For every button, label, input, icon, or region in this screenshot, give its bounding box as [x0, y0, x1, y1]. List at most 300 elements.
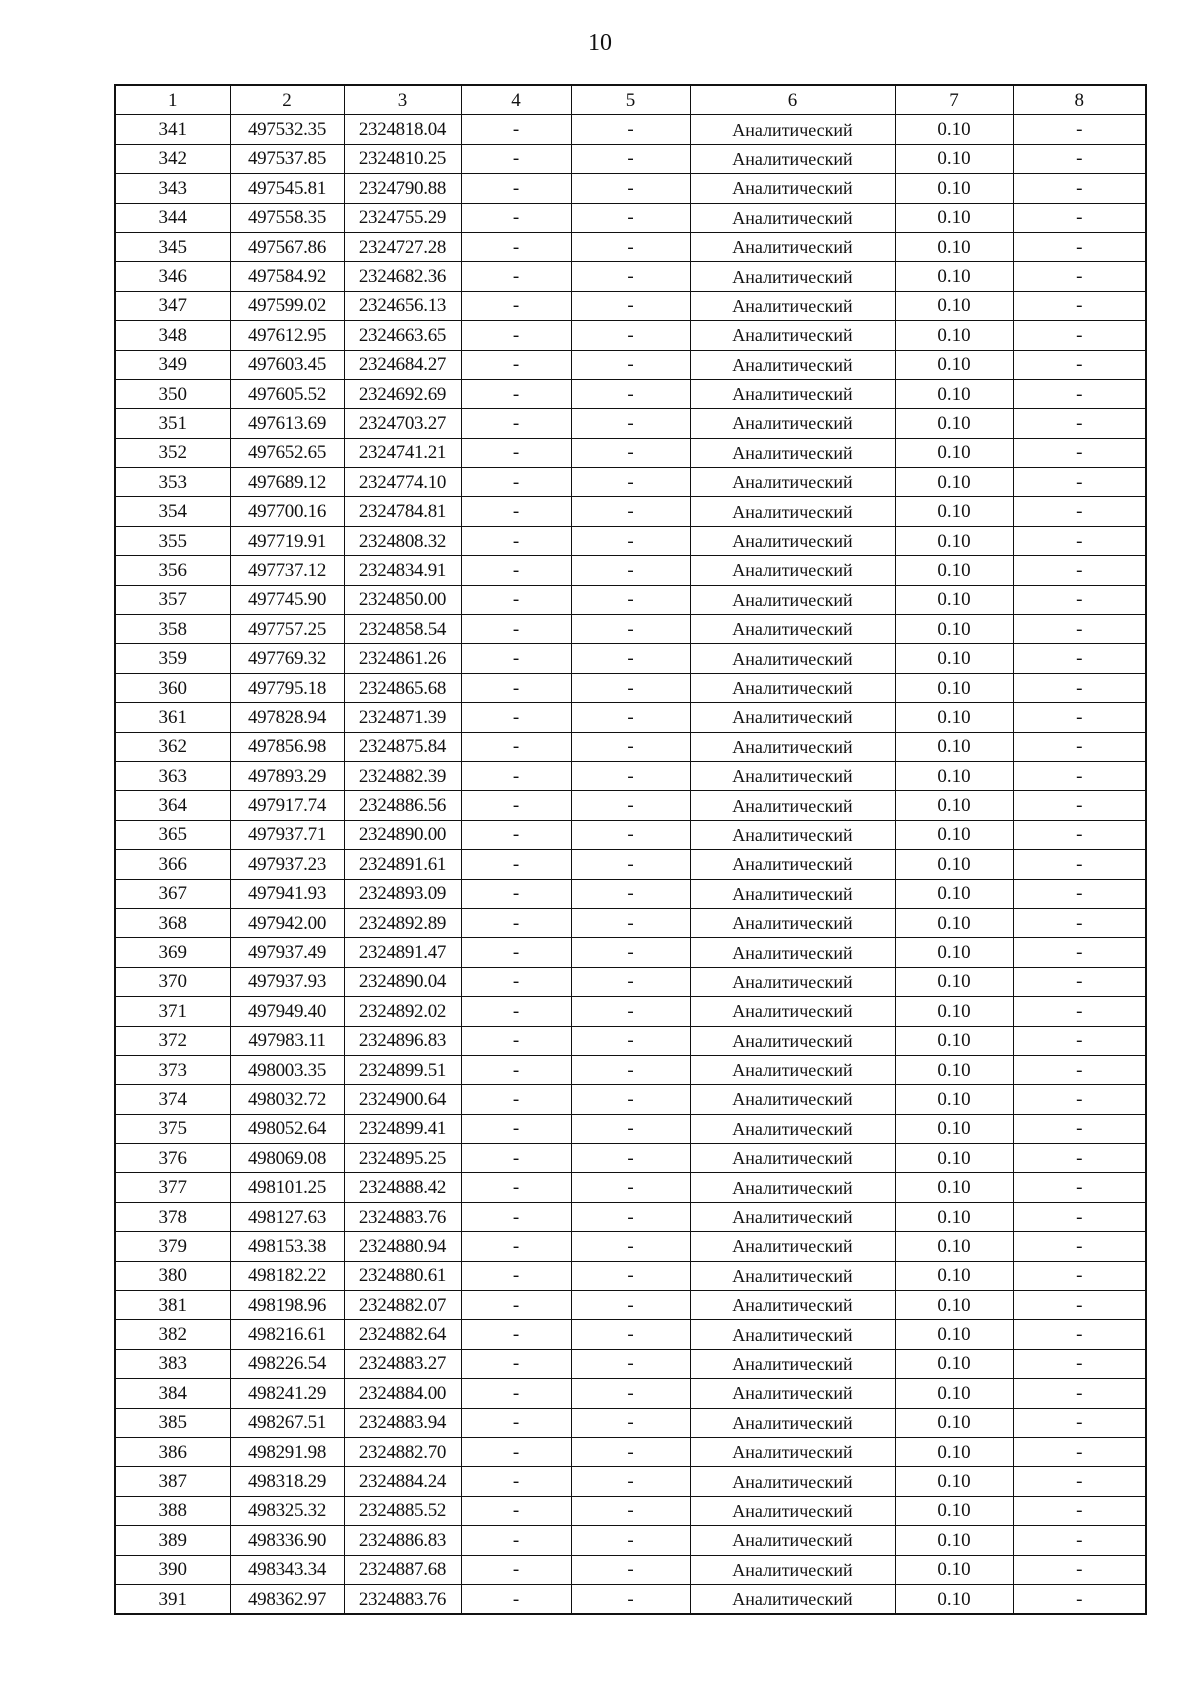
- header-cell-5: 5: [571, 85, 690, 115]
- x-coordinate-cell: 497558.35: [230, 203, 344, 232]
- table-row: [115, 1379, 1146, 1408]
- point-number-cell: 388: [115, 1496, 230, 1525]
- table-row: [115, 1349, 1146, 1378]
- accuracy-cell: 0.10: [895, 644, 1013, 673]
- method-cell: Аналитический: [690, 615, 895, 644]
- col-4-value-cell: -: [461, 409, 571, 438]
- table-row: [115, 1114, 1146, 1143]
- point-number-cell: 348: [115, 321, 230, 350]
- method-cell: Аналитический: [690, 703, 895, 732]
- x-coordinate-cell: 498198.96: [230, 1291, 344, 1320]
- accuracy-cell: 0.10: [895, 967, 1013, 996]
- col-4-value-cell: -: [461, 1437, 571, 1466]
- method-cell: Аналитический: [690, 1261, 895, 1290]
- x-coordinate-cell: 498291.98: [230, 1437, 344, 1466]
- table-row: [115, 673, 1146, 702]
- accuracy-cell: 0.10: [895, 1437, 1013, 1466]
- col-4-value-cell: -: [461, 732, 571, 761]
- col-8-value-cell: -: [1013, 379, 1146, 408]
- accuracy-cell: 0.10: [895, 938, 1013, 967]
- point-number-cell: 347: [115, 291, 230, 320]
- method-cell: Аналитический: [690, 409, 895, 438]
- method-cell: Аналитический: [690, 1202, 895, 1231]
- point-number-cell: 343: [115, 174, 230, 203]
- col-8-value-cell: -: [1013, 1467, 1146, 1496]
- table-row: [115, 1261, 1146, 1290]
- accuracy-cell: 0.10: [895, 1291, 1013, 1320]
- x-coordinate-cell: 497917.74: [230, 791, 344, 820]
- y-coordinate-cell: 2324899.41: [344, 1114, 461, 1143]
- col-4-value-cell: -: [461, 820, 571, 849]
- method-cell: Аналитический: [690, 115, 895, 144]
- y-coordinate-cell: 2324684.27: [344, 350, 461, 379]
- table-row: [115, 468, 1146, 497]
- accuracy-cell: 0.10: [895, 379, 1013, 408]
- x-coordinate-cell: 497795.18: [230, 673, 344, 702]
- col-4-value-cell: -: [461, 232, 571, 261]
- y-coordinate-cell: 2324727.28: [344, 232, 461, 261]
- method-cell: Аналитический: [690, 1144, 895, 1173]
- method-cell: Аналитический: [690, 468, 895, 497]
- point-number-cell: 345: [115, 232, 230, 261]
- col-4-value-cell: -: [461, 1408, 571, 1437]
- x-coordinate-cell: 497605.52: [230, 379, 344, 408]
- x-coordinate-cell: 497949.40: [230, 997, 344, 1026]
- accuracy-cell: 0.10: [895, 350, 1013, 379]
- accuracy-cell: 0.10: [895, 262, 1013, 291]
- y-coordinate-cell: 2324656.13: [344, 291, 461, 320]
- point-number-cell: 384: [115, 1379, 230, 1408]
- y-coordinate-cell: 2324896.83: [344, 1026, 461, 1055]
- col-5-value-cell: -: [571, 1584, 690, 1614]
- col-8-value-cell: -: [1013, 1026, 1146, 1055]
- header-cell-8: 8: [1013, 85, 1146, 115]
- y-coordinate-cell: 2324899.51: [344, 1055, 461, 1084]
- col-4-value-cell: -: [461, 673, 571, 702]
- col-5-value-cell: -: [571, 1379, 690, 1408]
- col-8-value-cell: -: [1013, 850, 1146, 879]
- accuracy-cell: 0.10: [895, 497, 1013, 526]
- col-8-value-cell: -: [1013, 938, 1146, 967]
- point-number-cell: 381: [115, 1291, 230, 1320]
- table-row: [115, 232, 1146, 261]
- point-number-cell: 349: [115, 350, 230, 379]
- y-coordinate-cell: 2324882.07: [344, 1291, 461, 1320]
- method-cell: Аналитический: [690, 1555, 895, 1584]
- table-row: [115, 1437, 1146, 1466]
- x-coordinate-cell: 497700.16: [230, 497, 344, 526]
- x-coordinate-cell: 497745.90: [230, 585, 344, 614]
- col-5-value-cell: -: [571, 761, 690, 790]
- y-coordinate-cell: 2324891.61: [344, 850, 461, 879]
- method-cell: Аналитический: [690, 997, 895, 1026]
- y-coordinate-cell: 2324865.68: [344, 673, 461, 702]
- method-cell: Аналитический: [690, 1349, 895, 1378]
- col-4-value-cell: -: [461, 262, 571, 291]
- col-5-value-cell: -: [571, 468, 690, 497]
- table-row: [115, 1496, 1146, 1525]
- point-number-cell: 390: [115, 1555, 230, 1584]
- col-4-value-cell: -: [461, 291, 571, 320]
- y-coordinate-cell: 2324892.02: [344, 997, 461, 1026]
- table-row: [115, 732, 1146, 761]
- table-row: [115, 1320, 1146, 1349]
- table-row: [115, 174, 1146, 203]
- y-coordinate-cell: 2324871.39: [344, 703, 461, 732]
- y-coordinate-cell: 2324858.54: [344, 615, 461, 644]
- table-row: [115, 703, 1146, 732]
- method-cell: Аналитический: [690, 1055, 895, 1084]
- method-cell: Аналитический: [690, 1496, 895, 1525]
- col-4-value-cell: -: [461, 1291, 571, 1320]
- point-number-cell: 386: [115, 1437, 230, 1466]
- col-5-value-cell: -: [571, 203, 690, 232]
- col-8-value-cell: -: [1013, 350, 1146, 379]
- col-5-value-cell: -: [571, 232, 690, 261]
- col-4-value-cell: -: [461, 1026, 571, 1055]
- method-cell: Аналитический: [690, 1408, 895, 1437]
- col-5-value-cell: -: [571, 1232, 690, 1261]
- point-number-cell: 373: [115, 1055, 230, 1084]
- x-coordinate-cell: 498032.72: [230, 1085, 344, 1114]
- col-4-value-cell: -: [461, 144, 571, 173]
- point-number-cell: 346: [115, 262, 230, 291]
- col-5-value-cell: -: [571, 1055, 690, 1084]
- method-cell: Аналитический: [690, 291, 895, 320]
- y-coordinate-cell: 2324895.25: [344, 1144, 461, 1173]
- col-8-value-cell: -: [1013, 1261, 1146, 1290]
- col-8-value-cell: -: [1013, 1408, 1146, 1437]
- col-5-value-cell: -: [571, 409, 690, 438]
- x-coordinate-cell: 497937.23: [230, 850, 344, 879]
- col-5-value-cell: -: [571, 908, 690, 937]
- col-8-value-cell: -: [1013, 791, 1146, 820]
- col-8-value-cell: -: [1013, 879, 1146, 908]
- point-number-cell: 360: [115, 673, 230, 702]
- y-coordinate-cell: 2324808.32: [344, 526, 461, 555]
- x-coordinate-cell: 497737.12: [230, 556, 344, 585]
- y-coordinate-cell: 2324883.76: [344, 1202, 461, 1231]
- col-5-value-cell: -: [571, 1085, 690, 1114]
- table-row: [115, 556, 1146, 585]
- y-coordinate-cell: 2324861.26: [344, 644, 461, 673]
- accuracy-cell: 0.10: [895, 1085, 1013, 1114]
- x-coordinate-cell: 497942.00: [230, 908, 344, 937]
- accuracy-cell: 0.10: [895, 879, 1013, 908]
- col-5-value-cell: -: [571, 1408, 690, 1437]
- col-5-value-cell: -: [571, 997, 690, 1026]
- y-coordinate-cell: 2324682.36: [344, 262, 461, 291]
- method-cell: Аналитический: [690, 1291, 895, 1320]
- col-8-value-cell: -: [1013, 1144, 1146, 1173]
- y-coordinate-cell: 2324886.83: [344, 1526, 461, 1555]
- point-number-cell: 352: [115, 438, 230, 467]
- col-5-value-cell: -: [571, 1437, 690, 1466]
- table-row: [115, 291, 1146, 320]
- col-4-value-cell: -: [461, 997, 571, 1026]
- accuracy-cell: 0.10: [895, 732, 1013, 761]
- x-coordinate-cell: 498069.08: [230, 1144, 344, 1173]
- point-number-cell: 342: [115, 144, 230, 173]
- col-5-value-cell: -: [571, 732, 690, 761]
- method-cell: Аналитический: [690, 321, 895, 350]
- header-cell-2: 2: [230, 85, 344, 115]
- method-cell: Аналитический: [690, 908, 895, 937]
- point-number-cell: 341: [115, 115, 230, 144]
- y-coordinate-cell: 2324703.27: [344, 409, 461, 438]
- table-row: [115, 997, 1146, 1026]
- x-coordinate-cell: 497719.91: [230, 526, 344, 555]
- table-row: [115, 262, 1146, 291]
- col-8-value-cell: -: [1013, 1202, 1146, 1231]
- accuracy-cell: 0.10: [895, 615, 1013, 644]
- x-coordinate-cell: 497828.94: [230, 703, 344, 732]
- col-8-value-cell: -: [1013, 673, 1146, 702]
- accuracy-cell: 0.10: [895, 468, 1013, 497]
- x-coordinate-cell: 498052.64: [230, 1114, 344, 1143]
- col-5-value-cell: -: [571, 1555, 690, 1584]
- col-5-value-cell: -: [571, 556, 690, 585]
- col-4-value-cell: -: [461, 585, 571, 614]
- table-row: [115, 1526, 1146, 1555]
- accuracy-cell: 0.10: [895, 1232, 1013, 1261]
- col-4-value-cell: -: [461, 379, 571, 408]
- table-row: [115, 1467, 1146, 1496]
- accuracy-cell: 0.10: [895, 908, 1013, 937]
- accuracy-cell: 0.10: [895, 1173, 1013, 1202]
- col-5-value-cell: -: [571, 644, 690, 673]
- col-8-value-cell: -: [1013, 1496, 1146, 1525]
- col-4-value-cell: -: [461, 1202, 571, 1231]
- table-row: [115, 1291, 1146, 1320]
- y-coordinate-cell: 2324810.25: [344, 144, 461, 173]
- col-8-value-cell: -: [1013, 232, 1146, 261]
- y-coordinate-cell: 2324882.39: [344, 761, 461, 790]
- table-row: [115, 379, 1146, 408]
- col-8-value-cell: -: [1013, 115, 1146, 144]
- y-coordinate-cell: 2324818.04: [344, 115, 461, 144]
- accuracy-cell: 0.10: [895, 850, 1013, 879]
- col-5-value-cell: -: [571, 1467, 690, 1496]
- accuracy-cell: 0.10: [895, 1349, 1013, 1378]
- col-5-value-cell: -: [571, 1320, 690, 1349]
- table-row: [115, 203, 1146, 232]
- x-coordinate-cell: 497603.45: [230, 350, 344, 379]
- header-cell-1: 1: [115, 85, 230, 115]
- y-coordinate-cell: 2324784.81: [344, 497, 461, 526]
- method-cell: Аналитический: [690, 791, 895, 820]
- col-4-value-cell: -: [461, 1261, 571, 1290]
- col-4-value-cell: -: [461, 321, 571, 350]
- x-coordinate-cell: 497769.32: [230, 644, 344, 673]
- y-coordinate-cell: 2324882.70: [344, 1437, 461, 1466]
- col-8-value-cell: -: [1013, 1055, 1146, 1084]
- col-8-value-cell: -: [1013, 732, 1146, 761]
- accuracy-cell: 0.10: [895, 585, 1013, 614]
- accuracy-cell: 0.10: [895, 526, 1013, 555]
- page-number: 10: [588, 30, 612, 56]
- table-row: [115, 615, 1146, 644]
- col-8-value-cell: -: [1013, 1320, 1146, 1349]
- point-number-cell: 371: [115, 997, 230, 1026]
- method-cell: Аналитический: [690, 1232, 895, 1261]
- col-4-value-cell: -: [461, 1555, 571, 1584]
- col-5-value-cell: -: [571, 1526, 690, 1555]
- col-4-value-cell: -: [461, 203, 571, 232]
- point-number-cell: 389: [115, 1526, 230, 1555]
- method-cell: Аналитический: [690, 556, 895, 585]
- method-cell: Аналитический: [690, 526, 895, 555]
- x-coordinate-cell: 497612.95: [230, 321, 344, 350]
- accuracy-cell: 0.10: [895, 409, 1013, 438]
- y-coordinate-cell: 2324892.89: [344, 908, 461, 937]
- col-4-value-cell: -: [461, 438, 571, 467]
- accuracy-cell: 0.10: [895, 203, 1013, 232]
- accuracy-cell: 0.10: [895, 1261, 1013, 1290]
- y-coordinate-cell: 2324887.68: [344, 1555, 461, 1584]
- point-number-cell: 382: [115, 1320, 230, 1349]
- col-4-value-cell: -: [461, 556, 571, 585]
- y-coordinate-cell: 2324900.64: [344, 1085, 461, 1114]
- y-coordinate-cell: 2324663.65: [344, 321, 461, 350]
- col-4-value-cell: -: [461, 1144, 571, 1173]
- method-cell: Аналитический: [690, 967, 895, 996]
- col-5-value-cell: -: [571, 615, 690, 644]
- method-cell: Аналитический: [690, 1320, 895, 1349]
- y-coordinate-cell: 2324880.61: [344, 1261, 461, 1290]
- x-coordinate-cell: 497757.25: [230, 615, 344, 644]
- method-cell: Аналитический: [690, 1173, 895, 1202]
- col-8-value-cell: -: [1013, 1526, 1146, 1555]
- x-coordinate-cell: 497537.85: [230, 144, 344, 173]
- method-cell: Аналитический: [690, 673, 895, 702]
- x-coordinate-cell: 497937.93: [230, 967, 344, 996]
- y-coordinate-cell: 2324692.69: [344, 379, 461, 408]
- point-number-cell: 363: [115, 761, 230, 790]
- method-cell: Аналитический: [690, 1467, 895, 1496]
- col-5-value-cell: -: [571, 1202, 690, 1231]
- col-5-value-cell: -: [571, 262, 690, 291]
- table-row: [115, 438, 1146, 467]
- y-coordinate-cell: 2324875.84: [344, 732, 461, 761]
- col-8-value-cell: -: [1013, 174, 1146, 203]
- point-number-cell: 365: [115, 820, 230, 849]
- y-coordinate-cell: 2324888.42: [344, 1173, 461, 1202]
- col-4-value-cell: -: [461, 468, 571, 497]
- col-8-value-cell: -: [1013, 1555, 1146, 1584]
- point-number-cell: 391: [115, 1584, 230, 1614]
- x-coordinate-cell: 498153.38: [230, 1232, 344, 1261]
- table-row: [115, 1584, 1146, 1614]
- col-5-value-cell: -: [571, 850, 690, 879]
- col-4-value-cell: -: [461, 174, 571, 203]
- y-coordinate-cell: 2324755.29: [344, 203, 461, 232]
- col-5-value-cell: -: [571, 1026, 690, 1055]
- col-5-value-cell: -: [571, 321, 690, 350]
- x-coordinate-cell: 497983.11: [230, 1026, 344, 1055]
- col-5-value-cell: -: [571, 879, 690, 908]
- col-8-value-cell: -: [1013, 497, 1146, 526]
- col-5-value-cell: -: [571, 1114, 690, 1143]
- method-cell: Аналитический: [690, 232, 895, 261]
- table-row: [115, 497, 1146, 526]
- method-cell: Аналитический: [690, 1026, 895, 1055]
- x-coordinate-cell: 498127.63: [230, 1202, 344, 1231]
- table-row: [115, 1144, 1146, 1173]
- accuracy-cell: 0.10: [895, 1114, 1013, 1143]
- point-number-cell: 353: [115, 468, 230, 497]
- point-number-cell: 357: [115, 585, 230, 614]
- table-row: [115, 144, 1146, 173]
- col-8-value-cell: -: [1013, 203, 1146, 232]
- col-4-value-cell: -: [461, 879, 571, 908]
- point-number-cell: 368: [115, 908, 230, 937]
- accuracy-cell: 0.10: [895, 1584, 1013, 1614]
- col-4-value-cell: -: [461, 1055, 571, 1084]
- method-cell: Аналитический: [690, 585, 895, 614]
- col-8-value-cell: -: [1013, 644, 1146, 673]
- point-number-cell: 370: [115, 967, 230, 996]
- method-cell: Аналитический: [690, 879, 895, 908]
- col-4-value-cell: -: [461, 938, 571, 967]
- col-4-value-cell: -: [461, 850, 571, 879]
- point-number-cell: 355: [115, 526, 230, 555]
- accuracy-cell: 0.10: [895, 997, 1013, 1026]
- x-coordinate-cell: 498318.29: [230, 1467, 344, 1496]
- y-coordinate-cell: 2324890.00: [344, 820, 461, 849]
- method-cell: Аналитический: [690, 350, 895, 379]
- table-row: [115, 526, 1146, 555]
- x-coordinate-cell: 497584.92: [230, 262, 344, 291]
- accuracy-cell: 0.10: [895, 1055, 1013, 1084]
- method-cell: Аналитический: [690, 850, 895, 879]
- col-5-value-cell: -: [571, 115, 690, 144]
- point-number-cell: 376: [115, 1144, 230, 1173]
- x-coordinate-cell: 498101.25: [230, 1173, 344, 1202]
- col-5-value-cell: -: [571, 820, 690, 849]
- point-number-cell: 359: [115, 644, 230, 673]
- coordinates-table: [114, 84, 1147, 1615]
- col-8-value-cell: -: [1013, 703, 1146, 732]
- col-5-value-cell: -: [571, 438, 690, 467]
- method-cell: Аналитический: [690, 174, 895, 203]
- accuracy-cell: 0.10: [895, 1496, 1013, 1525]
- col-8-value-cell: -: [1013, 1349, 1146, 1378]
- col-8-value-cell: -: [1013, 262, 1146, 291]
- accuracy-cell: 0.10: [895, 820, 1013, 849]
- table-row: [115, 644, 1146, 673]
- table-row: [115, 1085, 1146, 1114]
- point-number-cell: 377: [115, 1173, 230, 1202]
- x-coordinate-cell: 497937.71: [230, 820, 344, 849]
- col-4-value-cell: -: [461, 644, 571, 673]
- header-cell-6: 6: [690, 85, 895, 115]
- col-8-value-cell: -: [1013, 468, 1146, 497]
- col-5-value-cell: -: [571, 673, 690, 702]
- accuracy-cell: 0.10: [895, 703, 1013, 732]
- x-coordinate-cell: 497652.65: [230, 438, 344, 467]
- col-5-value-cell: -: [571, 1261, 690, 1290]
- point-number-cell: 369: [115, 938, 230, 967]
- y-coordinate-cell: 2324891.47: [344, 938, 461, 967]
- y-coordinate-cell: 2324850.00: [344, 585, 461, 614]
- col-8-value-cell: -: [1013, 615, 1146, 644]
- accuracy-cell: 0.10: [895, 1320, 1013, 1349]
- point-number-cell: 374: [115, 1085, 230, 1114]
- x-coordinate-cell: 498362.97: [230, 1584, 344, 1614]
- col-8-value-cell: -: [1013, 144, 1146, 173]
- col-5-value-cell: -: [571, 1496, 690, 1525]
